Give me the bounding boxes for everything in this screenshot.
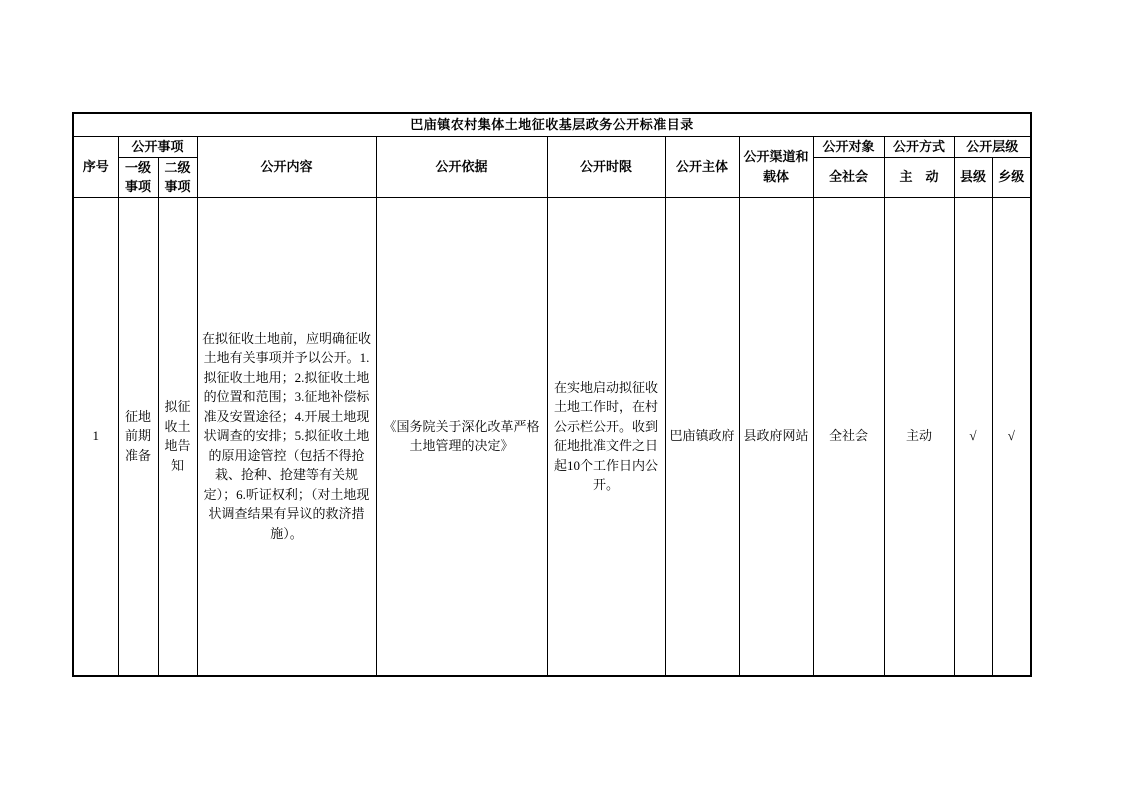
table-row: [73, 197, 1031, 676]
cell-channel: 县政府网站: [739, 197, 813, 676]
col-header-serial: 序号: [73, 137, 118, 198]
cell-township-checkmark: √: [992, 197, 1031, 676]
col-header-method-sub: 主 动: [884, 157, 954, 197]
col-header-time-limit: 公开时限: [547, 137, 665, 198]
table-title: 巴庙镇农村集体土地征收基层政务公开标准目录: [73, 113, 1031, 137]
cell-matters-level2: 拟征收土地告知: [158, 197, 197, 676]
disclosure-standard-table: [72, 112, 1032, 677]
cell-matters-level1: 征地前期准备: [118, 197, 158, 676]
cell-content: 在拟征收土地前，应明确征收土地有关事项并予以公开。1.拟征收土地用；2.拟征收土地的位置和范围；3.征地补偿标准及安置途径；4.开展土地现状调查的安排；5.拟征收土地的原用途管控（包括不得抢栽、抢种、抢建等有关规定）；6.听证权利；（对土地现状调查结果有异议的救济措施）。: [197, 197, 376, 676]
cell-time-limit: 在实地启动拟征收土地工作时，在村公示栏公开。收到征地批准文件之日起10个工作日内公开。: [547, 197, 665, 676]
col-header-level-group: 公开层级: [954, 137, 1031, 158]
header-row-1: [73, 137, 1031, 158]
col-header-content: 公开内容: [197, 137, 376, 198]
cell-serial: 1: [73, 197, 118, 676]
cell-basis: 《国务院关于深化改革严格土地管理的决定》: [376, 197, 547, 676]
col-header-basis: 公开依据: [376, 137, 547, 198]
col-header-target-group: 公开对象: [813, 137, 884, 158]
col-header-method-group: 公开方式: [884, 137, 954, 158]
col-header-matters-level2: 二级事项: [158, 157, 197, 197]
col-header-target-sub: 全社会: [813, 157, 884, 197]
cell-method: 主动: [884, 197, 954, 676]
col-header-level-county: 县级: [954, 157, 992, 197]
title-row: [73, 113, 1031, 137]
col-header-matters-group: 公开事项: [118, 137, 197, 158]
col-header-matters-level1: 一级事项: [118, 157, 158, 197]
col-header-level-township: 乡级: [992, 157, 1031, 197]
cell-subject: 巴庙镇政府: [665, 197, 739, 676]
col-header-channel: 公开渠道和载体: [739, 137, 813, 198]
cell-county-checkmark: √: [954, 197, 992, 676]
cell-target: 全社会: [813, 197, 884, 676]
col-header-subject: 公开主体: [665, 137, 739, 198]
